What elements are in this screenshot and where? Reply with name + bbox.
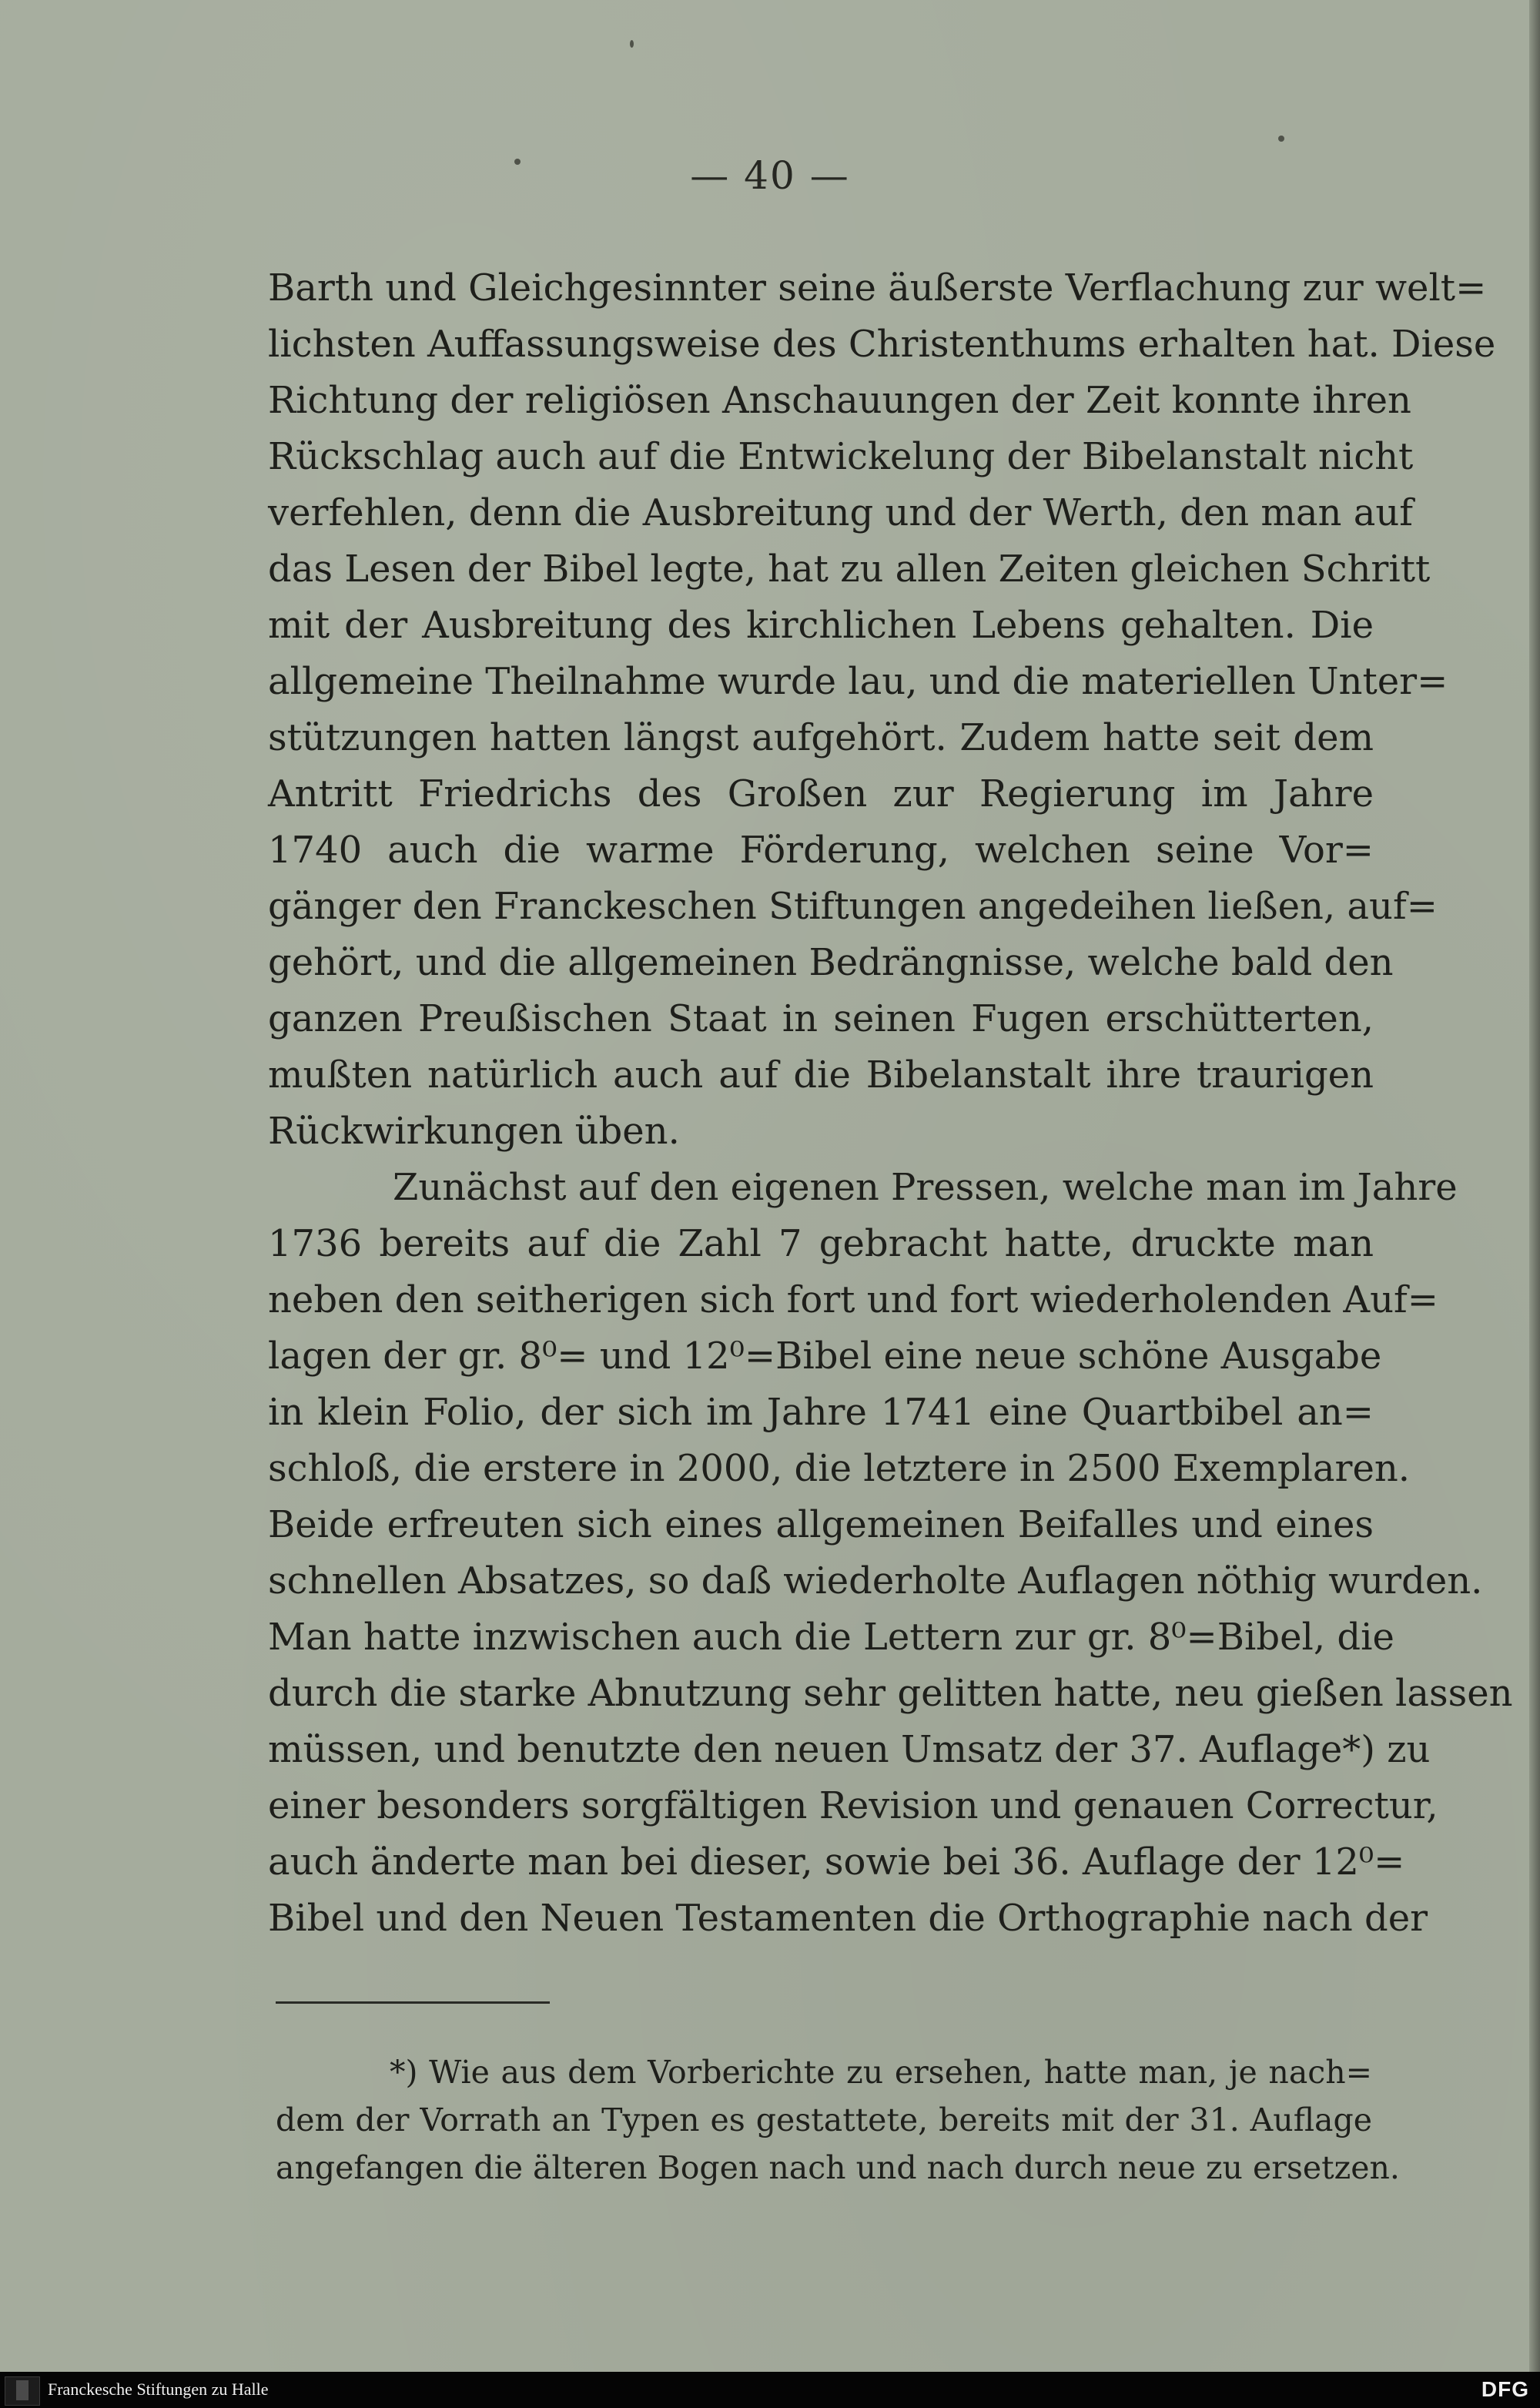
text-line: Richtung der religiösen Anschauungen der Zeit konnte ihren (268, 379, 1411, 422)
text-line: ganzen Preußischen Staat in seinen Fugen erschütterten, (268, 997, 1374, 1040)
text-line: gehört, und die allgemeinen Bedrängnisse, welche bald den (268, 941, 1394, 984)
page-number: — 40 — (690, 153, 850, 198)
text-line: Barth und Gleichgesinnter seine äußerste Verflachung zur welt= (268, 266, 1487, 310)
institution-logo-icon (5, 2376, 40, 2406)
text-line: Beide erfreuten sich eines allgemeinen Beifalles und eines (268, 1503, 1374, 1546)
paper-speck (630, 40, 634, 48)
footnote-line: dem der Vorrath an Typen es gestattete, bereits mit der 31. Auflage (276, 2102, 1372, 2138)
text-line: 1740 auch die warme Förderung, welchen seine Vor= (268, 829, 1374, 872)
text-line: schloß, die erstere in 2000, die letztere in 2500 Exemplaren. (268, 1447, 1411, 1490)
footnote-divider (276, 2001, 550, 2004)
text-line: gänger den Franckeschen Stiftungen angedeihen ließen, auf= (268, 885, 1438, 928)
text-line: müssen, und benutzte den neuen Umsatz der 37. Auflage*) zu (268, 1728, 1431, 1771)
funder-logo: DFG (1481, 2377, 1529, 2401)
footnote-line: angefangen die älteren Bogen nach und nach durch neue zu ersetzen. (276, 2149, 1400, 2186)
text-line: allgemeine Theilnahme wurde lau, und die materiellen Unter= (268, 660, 1448, 703)
text-line: durch die starke Abnutzung sehr gelitten hatte, neu gießen lassen (268, 1672, 1513, 1715)
text-line: mit der Ausbreitung des kirchlichen Lebens gehalten. Die (268, 604, 1374, 647)
paper-speck (1278, 136, 1284, 142)
text-line: Antritt Friedrichs des Großen zur Regierung im Jahre (268, 772, 1374, 816)
institution-credit: Franckesche Stiftungen zu Halle (48, 2380, 269, 2399)
text-line: Bibel und den Neuen Testamenten die Orthographie nach der (268, 1897, 1428, 1940)
text-line: auch änderte man bei dieser, sowie bei 36. Auflage der 12⁰= (268, 1840, 1405, 1884)
text-line: 1736 bereits auf die Zahl 7 gebracht hatte, druckte man (268, 1222, 1374, 1265)
text-line: lichsten Auffassungsweise des Christenthums erhalten hat. Diese (268, 323, 1496, 366)
text-line: das Lesen der Bibel legte, hat zu allen Zeiten gleichen Schritt (268, 548, 1431, 591)
text-line: einer besonders sorgfältigen Revision und genauen Correctur, (268, 1784, 1438, 1827)
text-line: Rückwirkungen üben. (268, 1110, 680, 1153)
text-line: Zunächst auf den eigenen Pressen, welche man im Jahre (393, 1166, 1458, 1209)
text-line: verfehlen, denn die Ausbreitung und der Werth, den man auf (268, 491, 1413, 534)
text-line: stützungen hatten längst aufgehört. Zudem hatte seit dem (268, 716, 1374, 759)
footnote (276, 2048, 1400, 2192)
text-line: schnellen Absatzes, so daß wiederholte Auflagen nöthig wurden. (268, 1559, 1483, 1603)
page-edge-shadow (1529, 0, 1540, 2408)
viewer-footer-bar (0, 2372, 1540, 2408)
text-line: in klein Folio, der sich im Jahre 1741 eine Quartbibel an= (268, 1391, 1374, 1434)
text-line: neben den seitherigen sich fort und fort wiederholenden Auf= (268, 1278, 1438, 1321)
text-line: Man hatte inzwischen auch die Lettern zur gr. 8⁰=Bibel, die (268, 1616, 1394, 1659)
text-line: mußten natürlich auch auf die Bibelanstalt ihre traurigen (268, 1053, 1374, 1097)
text-line: lagen der gr. 8⁰= und 12⁰=Bibel eine neue schöne Ausgabe (268, 1335, 1382, 1378)
text-line: Rückschlag auch auf die Entwickelung der Bibelanstalt nicht (268, 435, 1414, 478)
body-text (268, 260, 1513, 1947)
footnote-line: *) Wie aus dem Vorberichte zu ersehen, hatte man, je nach= (390, 2054, 1372, 2091)
